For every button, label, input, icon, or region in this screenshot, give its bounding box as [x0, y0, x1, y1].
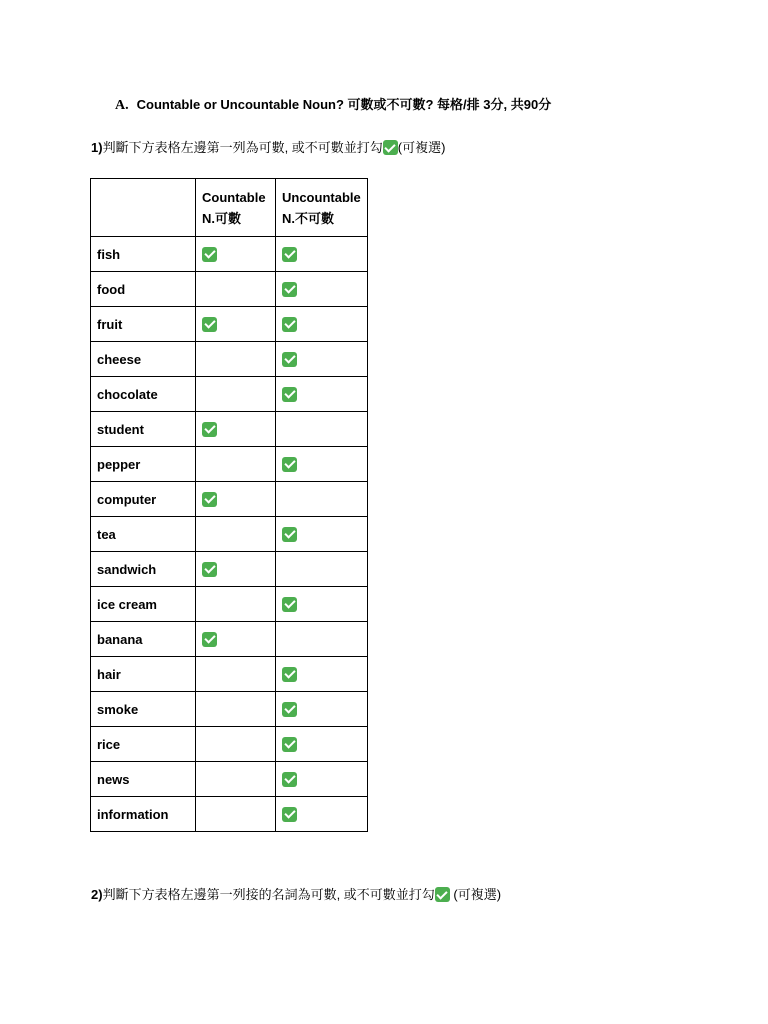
noun-cell: computer: [91, 482, 196, 517]
section-title: Countable or Uncountable Noun? 可數或不可數? 每格/排 3分, 共90分: [136, 97, 552, 112]
table-row: [91, 552, 368, 587]
question-1-suffix: (可複選): [397, 140, 446, 155]
checkmark-icon: [282, 737, 297, 752]
noun-cell: information: [91, 797, 196, 832]
checkmark-icon: [282, 772, 297, 787]
countable-cell: [196, 342, 276, 377]
countable-cell: [196, 622, 276, 657]
question-1-number: 1): [91, 140, 103, 155]
countable-cell: [196, 482, 276, 517]
checkmark-icon: [202, 562, 217, 577]
table-row: [91, 587, 368, 622]
uncountable-cell: [276, 517, 368, 552]
noun-cell: pepper: [91, 447, 196, 482]
countable-cell: [196, 272, 276, 307]
checkmark-icon: [282, 527, 297, 542]
section-heading: [115, 94, 551, 114]
table-row: [91, 272, 368, 307]
header-uncountable: Uncountable N.不可數: [276, 179, 368, 237]
question-1-text: 判斷下方表格左邊第一列為可數, 或不可數並打勾: [102, 140, 383, 155]
uncountable-cell: [276, 377, 368, 412]
countable-cell: [196, 797, 276, 832]
checkmark-icon: [282, 597, 297, 612]
table-row: [91, 447, 368, 482]
uncountable-cell: [276, 552, 368, 587]
uncountable-cell: [276, 237, 368, 272]
noun-cell: tea: [91, 517, 196, 552]
countable-cell: [196, 692, 276, 727]
uncountable-cell: [276, 307, 368, 342]
checkmark-icon: [202, 422, 217, 437]
table-row: [91, 412, 368, 447]
countable-cell: [196, 377, 276, 412]
table-row: [91, 727, 368, 762]
uncountable-cell: [276, 622, 368, 657]
countable-cell: [196, 657, 276, 692]
noun-cell: chocolate: [91, 377, 196, 412]
table-row: [91, 377, 368, 412]
uncountable-cell: [276, 657, 368, 692]
countable-cell: [196, 552, 276, 587]
checkmark-icon: [282, 282, 297, 297]
table-row: [91, 342, 368, 377]
table-row: [91, 762, 368, 797]
checkmark-icon: [282, 352, 297, 367]
checkmark-icon: [282, 457, 297, 472]
checkmark-icon: [282, 807, 297, 822]
checkmark-icon: [282, 247, 297, 262]
checkmark-icon: [202, 247, 217, 262]
uncountable-cell: [276, 272, 368, 307]
checkmark-icon: [282, 667, 297, 682]
noun-cell: student: [91, 412, 196, 447]
noun-cell: fish: [91, 237, 196, 272]
noun-cell: ice cream: [91, 587, 196, 622]
section-letter: A.: [115, 98, 129, 113]
question-2-number: 2): [91, 887, 103, 902]
noun-cell: fruit: [91, 307, 196, 342]
checkmark-icon: [383, 140, 398, 155]
question-2-suffix: (可複選): [449, 887, 502, 902]
table-row: [91, 517, 368, 552]
checkmark-icon: [202, 317, 217, 332]
header-countable: Countable N.可數: [196, 179, 276, 237]
noun-cell: cheese: [91, 342, 196, 377]
table-header-row: [91, 179, 368, 237]
uncountable-cell: [276, 692, 368, 727]
checkmark-icon: [282, 387, 297, 402]
uncountable-cell: [276, 412, 368, 447]
uncountable-cell: [276, 727, 368, 762]
noun-cell: food: [91, 272, 196, 307]
question-1: [91, 137, 445, 156]
table-row: [91, 622, 368, 657]
noun-cell: sandwich: [91, 552, 196, 587]
table-row: [91, 692, 368, 727]
noun-cell: hair: [91, 657, 196, 692]
countable-cell: [196, 587, 276, 622]
countable-cell: [196, 237, 276, 272]
checkmark-icon: [202, 632, 217, 647]
table-row: [91, 237, 368, 272]
checkmark-icon: [435, 887, 450, 902]
table-row: [91, 797, 368, 832]
checkmark-icon: [282, 702, 297, 717]
countable-cell: [196, 412, 276, 447]
question-2-text: 判斷下方表格左邊第一列接的名詞為可數, 或不可數並打勾: [102, 887, 435, 902]
countable-cell: [196, 517, 276, 552]
noun-cell: banana: [91, 622, 196, 657]
checkmark-icon: [282, 317, 297, 332]
countable-cell: [196, 762, 276, 797]
table-row: [91, 482, 368, 517]
countable-cell: [196, 307, 276, 342]
uncountable-cell: [276, 797, 368, 832]
countable-cell: [196, 447, 276, 482]
table-row: [91, 307, 368, 342]
noun-cell: smoke: [91, 692, 196, 727]
question-2: [91, 884, 501, 903]
header-blank: [91, 179, 196, 237]
uncountable-cell: [276, 342, 368, 377]
noun-table: [90, 178, 368, 832]
uncountable-cell: [276, 762, 368, 797]
countable-cell: [196, 727, 276, 762]
table-row: [91, 657, 368, 692]
uncountable-cell: [276, 447, 368, 482]
uncountable-cell: [276, 587, 368, 622]
noun-cell: news: [91, 762, 196, 797]
uncountable-cell: [276, 482, 368, 517]
checkmark-icon: [202, 492, 217, 507]
noun-cell: rice: [91, 727, 196, 762]
